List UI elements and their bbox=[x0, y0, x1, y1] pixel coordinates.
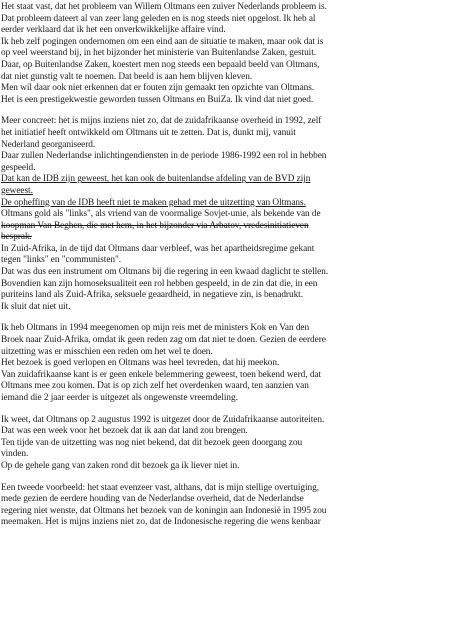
text-line: mede gezien de eerdere houding van de Nederlandse overheid, dat de Nederlandse bbox=[1, 494, 304, 505]
text-line: Daar, op Buitenlandse Zaken, koestert men nog steeds een bepaald beeld van Oltmans, bbox=[1, 59, 320, 70]
text-line: vinden. bbox=[1, 449, 29, 460]
text-line: Bovendien kan zijn homoseksualiteit een rol hebben gespeeld, in de zin dat die, in een bbox=[1, 278, 318, 289]
paragraph-second-example bbox=[1, 483, 446, 529]
text-line: Het staat vast, dat het probleem van Willem Oltmans een zuiver Nederlands probleem is. bbox=[1, 2, 327, 12]
text-line: uitzetting was er misschien een reden om het wel te doen. bbox=[1, 346, 213, 357]
text-line: Op de gehele gang van zaken rond dit bezoek ga ik liever niet in. bbox=[1, 460, 240, 471]
text-line: In Zuid-Afrika, in de tijd dat Oltmans daar verbleef, was het apartheidsregime gekant bbox=[1, 243, 315, 254]
text-line: op veel weerstand bij, in het bijzonder het ministerie van Buitenlandse Zaken, gestuit. bbox=[1, 48, 317, 59]
text-line-struck: besprak. bbox=[1, 232, 32, 243]
text-line: Ik sluit dat niet uit. bbox=[1, 301, 71, 312]
text-line: Ik heb zelf pogingen ondernomen om een eind aan de situatie te maken, maar ook dat is bbox=[1, 36, 324, 47]
text-line: Het is een prestigekwestie geworden tussen Oltmans en BuiZa. Ik vind dat niet goed. bbox=[1, 94, 314, 105]
text-line: dat niet gunstig valt te noemen. Dat beeld is aan hem blijven kleven. bbox=[1, 71, 253, 82]
text-line-underlined: De opheffing van de IDB heeft niet te maken gehad met de uitzetting van Oltmans. bbox=[1, 197, 306, 208]
text-line: het initiatief heeft ontwikkeld om Oltmans uit te zetten. Dat is, dunkt mij, vanuit bbox=[1, 127, 296, 138]
text-line: Dat was een week voor het bezoek dat ik aan dat land zou brengen. bbox=[1, 426, 248, 437]
text-line: Broek naar Zuid-Afrika, omdat ik geen reden zag om dat niet te doen. Gezien de eerdere bbox=[1, 335, 326, 346]
text-line: Daar zullen Nederlandse inlichtingendiensten in de periode 1986-1992 een rol in hebben bbox=[1, 151, 327, 162]
text-line: Van zuidafrikaanse kant is er geen enkele belemmering geweest, toen bekend werd, dat bbox=[1, 369, 322, 380]
paragraph-1994-trip bbox=[1, 323, 446, 404]
text-line: puriteins land als Zuid-Afrika, seksuele geaardheid, in negatieve zin, is benadrukt. bbox=[1, 290, 303, 301]
text-line: iemand die 2 jaar eerder is uitgezet als ongewenste vreemdeling. bbox=[1, 393, 238, 403]
text-line: gespeeld. bbox=[1, 162, 36, 173]
text-line: regering niet wenste, dat Oltmans het bezoek van de koningin aan Indonesië in 1995 zou bbox=[1, 505, 327, 516]
paragraph-oltmans-problem bbox=[1, 2, 446, 106]
text-line: Dat was dus een instrument om Oltmans bij die regering in een kwaad daglicht te stellen. bbox=[1, 267, 329, 278]
text-line: meemaken. Het is mijns inziens niet zo, dat de Indonesische regering die wens kenbaar bbox=[1, 517, 321, 528]
text-line: Dat probleem dateert al van zeer lang geleden en is nog steeds niet opgelost. Ik heb al bbox=[1, 13, 316, 24]
paragraph-1992-expulsion bbox=[1, 415, 446, 473]
text-line: Een tweede voorbeeld: het staat evenzeer vast, althans, dat is mijn stellige overtuiging, bbox=[1, 482, 319, 493]
text-line-underlined: geweest. bbox=[1, 185, 33, 196]
text-line: Het bezoek is goed verlopen en Oltmans was heel tevreden, dat hij meekon. bbox=[1, 358, 280, 369]
paragraph-concrete-expulsion bbox=[1, 116, 446, 313]
text-line: tegen "links" en "communisten". bbox=[1, 255, 122, 266]
text-line: Men wil daar ook niet erkennen dat er fouten zijn gemaakt ten opzichte van Oltmans. bbox=[1, 83, 315, 94]
text-line: Oltmans gold als "links", als vriend van de voormalige Sovjet-unie, als bekende van de bbox=[1, 209, 321, 220]
text-line: Ik weet, dat Oltmans op 2 augustus 1992 is uitgezet door de Zuidafrikaanse autoriteiten. bbox=[1, 414, 325, 425]
text-line-underlined: Dat kan de IDB zijn geweest, het kan ook de buitenlandse afdeling van de BVD zijn bbox=[1, 174, 311, 185]
text-line: Ik heb Oltmans in 1994 meegenomen op mijn reis met de ministers Kok en Van den bbox=[1, 323, 310, 334]
text-line: Nederland georganiseerd. bbox=[1, 139, 96, 150]
text-line-struck: koopman Van Beghen, die met hem, in het bijzonder via Arbatov, vredesinitiatieven bbox=[1, 220, 309, 231]
text-line: Ten tijde van de uitzetting was nog niet bekend, dat dit bezoek geen doorgang zou bbox=[1, 437, 303, 448]
text-line: eerder verklaard dat ik het een onverkwikkelijke affaire vind. bbox=[1, 25, 226, 36]
text-line: Meer concreet: het is mijns inziens niet zo, dat de zuidafrikaanse overheid in 1992, zelf bbox=[1, 116, 322, 127]
text-line: Oltmans mee zou komen. Dat is op zich zelf het overdenken waard, ten aanzien van bbox=[1, 381, 309, 392]
